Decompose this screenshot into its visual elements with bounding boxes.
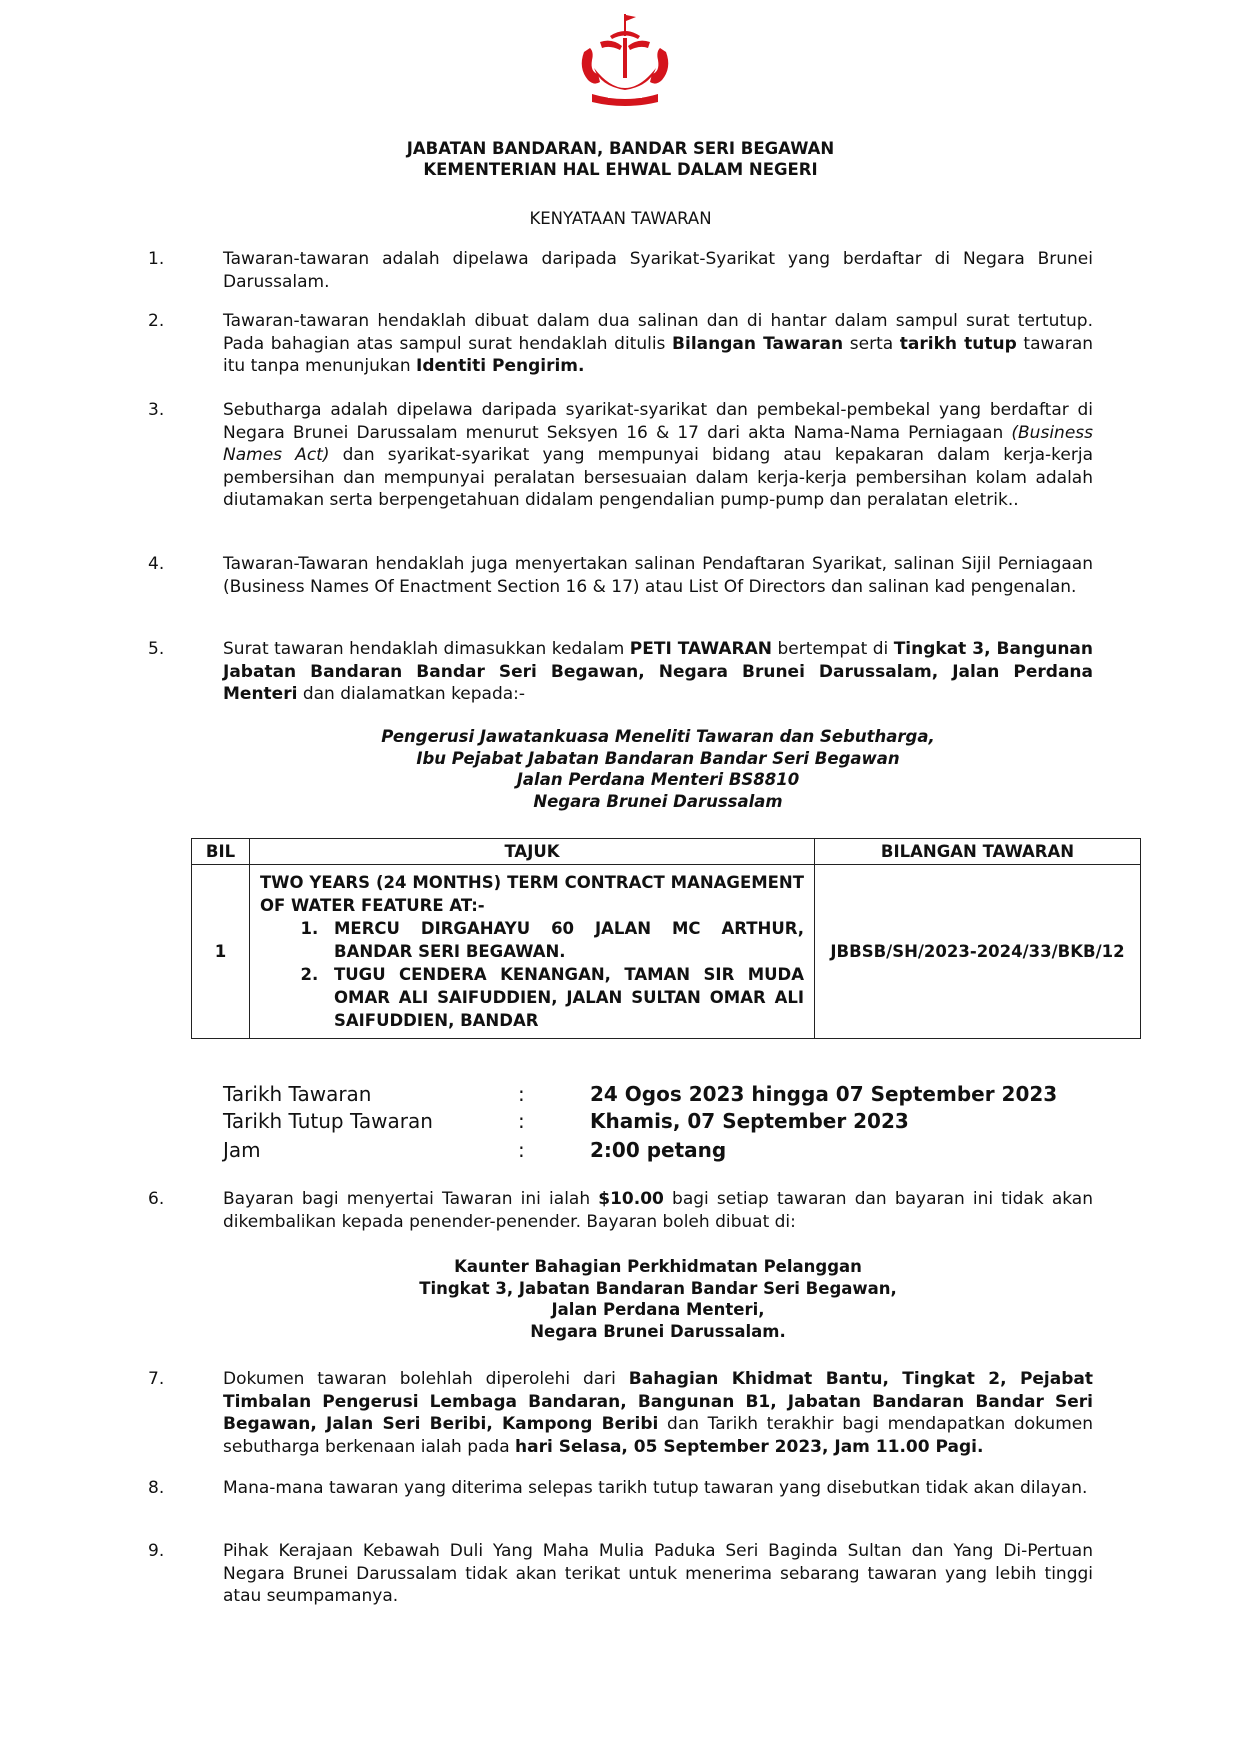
site-item: 2. TUGU CENDERA KENANGAN, TAMAN SIR MUDA OMAR ALI SAIFUDDIEN, JALAN SULTAN OMAR ALI SAIFUDDIEN, BANDAR: [324, 963, 804, 1032]
ministry-name: KEMENTERIAN HAL EHWAL DALAM NEGERI: [423, 160, 818, 179]
time-label: Jam: [223, 1138, 261, 1162]
item-text: Bayaran bagi menyertai Tawaran ini ialah $10.00 bagi setiap tawaran dan bayaran ini tidak akan dikembalikan kepada penender-penender. Bayaran boleh dibuat di:: [223, 1189, 1093, 1232]
table-row: [192, 865, 1141, 1039]
item-number: 1.: [148, 249, 165, 269]
item-text: Tawaran-Tawaran hendaklah juga menyertakan salinan Pendaftaran Syarikat, salinan Sijil Perniagaan (Business Names Of Enactment Section 16 & 17) atau List Of Directors dan salinan kad pengenalan.: [223, 554, 1093, 597]
page-title: KENYATAAN TAWARAN: [529, 209, 712, 228]
site-list: [260, 917, 804, 1032]
contract-title: TWO YEARS (24 MONTHS) TERM CONTRACT MANAGEMENT OF WATER FEATURE AT:-: [260, 873, 804, 915]
item-number: 7.: [148, 1369, 165, 1389]
item-text: Tawaran-tawaran adalah dipelawa daripada Syarikat-Syarikat yang berdaftar di Negara Brunei Darussalam.: [223, 249, 1093, 292]
time-value: 2:00 petang: [590, 1138, 727, 1162]
closing-date-label: Tarikh Tutup Tawaran: [223, 1109, 433, 1133]
offer-date-label: Tarikh Tawaran: [223, 1082, 372, 1106]
item-number: 9.: [148, 1541, 165, 1561]
column-header-tajuk: TAJUK: [250, 839, 815, 865]
item-number: 6.: [148, 1189, 165, 1209]
closing-date-value: Khamis, 07 September 2023: [590, 1109, 909, 1133]
offer-date-value: 24 Ogos 2023 hingga 07 September 2023: [590, 1082, 1058, 1106]
table-header-row: [192, 839, 1141, 865]
column-header-bil: BIL: [192, 839, 250, 865]
item-text: Sebutharga adalah dipelawa daripada syarikat-syarikat dan pembekal-pembekal yang berdaftar di Negara Brunei Darussalam menurut Seksyen 16 & 17 dari akta Nama-Nama Perniagaan (Business Names Act) dan syarikat-syarikat yang mempunyai bidang atau kepakaran dalam kerja-kerja pembersihan dan mempunyai peralatan bersesuaian dalam kerja-kerja pembersihan kolam adalah diutamakan serta berpengetahuan didalam pengendalian pump-pump dan peralatan eletrik..: [223, 400, 1093, 510]
item-number: 2.: [148, 311, 165, 331]
address-block: Pengerusi Jawatankuasa Meneliti Tawaran dan Sebutharga, Ibu Pejabat Jabatan Bandaran Bandar Seri Begawan Jalan Perdana Menteri BS8810 Negara Brunei Darussalam: [381, 727, 935, 811]
brunei-crest-icon: [570, 12, 680, 108]
item-number: 4.: [148, 554, 165, 574]
item-number: 5.: [148, 639, 165, 659]
department-name: JABATAN BANDARAN, BANDAR SERI BEGAWAN: [406, 139, 835, 158]
separator: :: [518, 1138, 525, 1162]
item-text: Pihak Kerajaan Kebawah Duli Yang Maha Mulia Paduka Seri Baginda Sultan dan Yang Di-Pertuan Negara Brunei Darussalam tidak akan terikat untuk menerima sebarang tawaran yang lebih tinggi atau seumpamanya.: [223, 1541, 1093, 1606]
tender-reference: JBBSB/SH/2023-2024/33/BKB/12: [815, 865, 1141, 1039]
tender-table: [191, 838, 1141, 1039]
payment-counter-address: Kaunter Bahagian Perkhidmatan Pelanggan Tingkat 3, Jabatan Bandaran Bandar Seri Begawan, Jalan Perdana Menteri, Negara Brunei Darussalam.: [419, 1257, 897, 1341]
site-item: 1. MERCU DIRGAHAYU 60 JALAN MC ARTHUR, BANDAR SERI BEGAWAN.: [324, 917, 804, 963]
contract-title-cell: [250, 865, 815, 1039]
row-number: 1: [192, 865, 250, 1039]
item-number: 3.: [148, 400, 165, 420]
item-text: Tawaran-tawaran hendaklah dibuat dalam dua salinan dan di hantar dalam sampul surat tertutup. Pada bahagian atas sampul surat hendaklah ditulis Bilangan Tawaran serta tarikh tutup tawaran itu tanpa menunjukan Identiti Pengirim.: [223, 311, 1094, 376]
separator: :: [518, 1082, 525, 1106]
item-text: Surat tawaran hendaklah dimasukkan kedalam PETI TAWARAN bertempat di Tingkat 3, Bangunan Jabatan Bandaran Bandar Seri Begawan, Negara Brunei Darussalam, Jalan Perdana Menteri dan dialamatkan kepada:-: [223, 639, 1094, 704]
item-text: Mana-mana tawaran yang diterima selepas tarikh tutup tawaran yang disebutkan tidak akan dilayan.: [223, 1478, 1088, 1498]
column-header-ref: BILANGAN TAWARAN: [815, 839, 1141, 865]
item-number: 8.: [148, 1478, 165, 1498]
separator: :: [518, 1109, 525, 1133]
item-text: Dokumen tawaran bolehlah diperolehi dari Bahagian Khidmat Bantu, Tingkat 2, Pejabat Timbalan Pengerusi Lembaga Bandaran, Bangunan B1, Jabatan Bandaran Bandar Seri Begawan, Jalan Seri Beribi, Kampong Beribi dan Tarikh terakhir bagi mendapatkan dokumen sebutharga berkenaan ialah pada hari Selasa, 05 September 2023, Jam 11.00 Pagi.: [223, 1369, 1093, 1457]
